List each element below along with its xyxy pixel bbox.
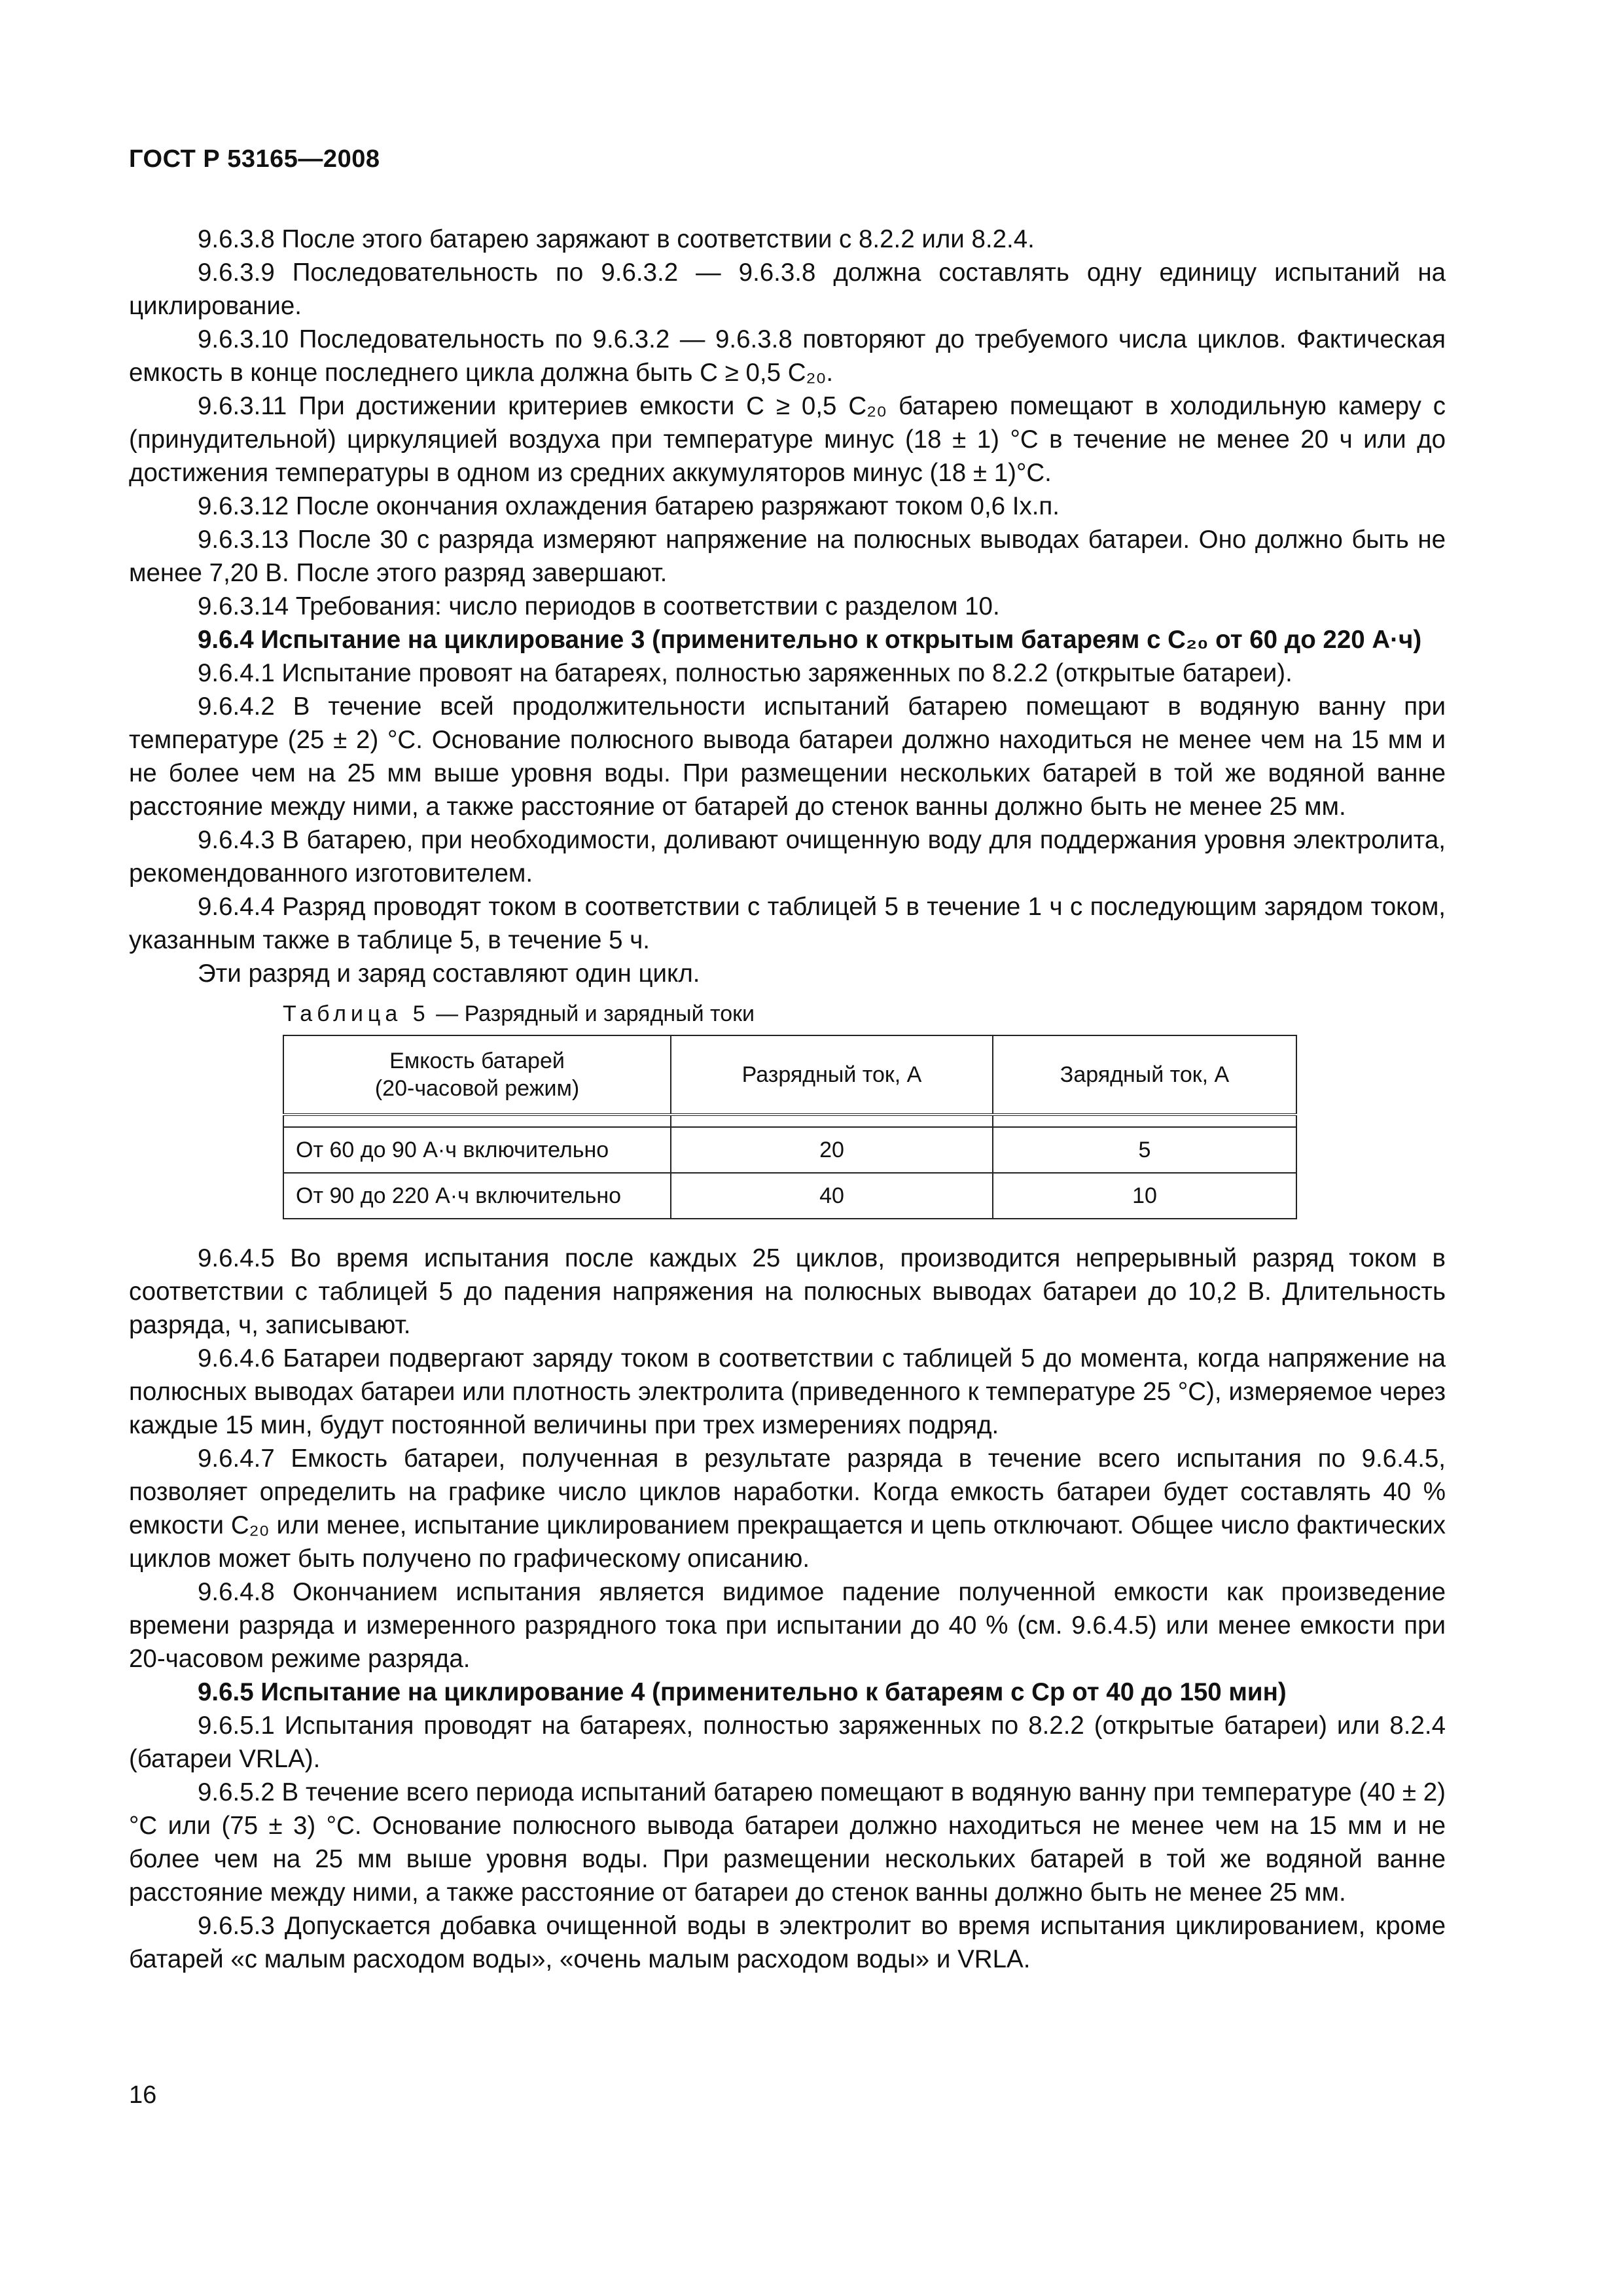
table-header-discharge: Разрядный ток, А xyxy=(671,1035,993,1115)
table-row xyxy=(283,1127,1296,1173)
paragraph-9-6-4-5: 9.6.4.5 Во время испытания после каждых 25 циклов, производится непрерывный разряд током в соответствии с таблицей 5 до падения напряжения на полюсных выводах батареи до 10,2 В. Длительность разряда, ч, записывают. xyxy=(129,1244,1446,1339)
table-header-capacity-line2: (20-часовой режим) xyxy=(374,1076,580,1101)
paragraph-9-6-3-8: 9.6.3.8 После этого батарею заряжают в соответствии с 8.2.2 или 8.2.4. xyxy=(198,225,1035,253)
paragraph-9-6-3-14: 9.6.3.14 Требования: число периодов в соответствии с разделом 10. xyxy=(198,592,1000,620)
table-cell-discharge: 40 xyxy=(671,1173,993,1219)
table-header-capacity xyxy=(283,1035,671,1115)
table-cell-discharge: 20 xyxy=(671,1127,993,1173)
table-header-charge: Зарядный ток, А xyxy=(993,1035,1296,1115)
section-heading-9-6-4: 9.6.4 Испытание на циклирование 3 (применительно к открытым батареям с C₂₀ от 60 до 220 А·ч) xyxy=(198,626,1422,654)
paragraph-9-6-4-1: 9.6.4.1 Испытание провоят на батареях, полностью заряженных по 8.2.2 (открытые батареи). xyxy=(198,659,1293,687)
table-header-row xyxy=(283,1035,1296,1115)
table-separator-row xyxy=(283,1115,1296,1127)
paragraph-9-6-5-3: 9.6.5.3 Допускается добавка очищенной воды в электролит во время испытания циклированием, кроме батарей «с малым расходом воды», «очень малым расходом воды» и VRLA. xyxy=(129,1912,1446,1973)
table-cell-charge: 10 xyxy=(993,1173,1296,1219)
paragraph-9-6-3-13: 9.6.3.13 После 30 с разряда измеряют напряжение на полюсных выводах батареи. Оно должно быть не менее 7,20 В. После этого разряд завершают. xyxy=(129,526,1446,587)
table-separator-cell xyxy=(283,1115,671,1127)
table-separator-cell xyxy=(993,1115,1296,1127)
table-cell-capacity: От 60 до 90 А·ч включительно xyxy=(283,1127,671,1173)
paragraph-9-6-5-2: 9.6.5.2 В течение всего периода испытаний батарею помещают в водяную ванну при температуре (40 ± 2) °С или (75 ± 3) °С. Основание полюсного вывода батареи должно находиться не менее чем на 15 мм и не более чем на 25 мм выше уровня воды. При размещении нескольких батарей в той же водяной ванне расстояние между ними, а также расстояние от батареи до стенок ванны должно быть не менее 25 мм. xyxy=(129,1778,1446,1907)
paragraph-9-6-4-4: 9.6.4.4 Разряд проводят током в соответствии с таблицей 5 в течение 1 ч с последующим зарядом током, указанным также в таблице 5, в течение 5 ч. xyxy=(129,893,1446,954)
paragraph-9-6-3-12: 9.6.3.12 После окончания охлаждения батарею разряжают током 0,6 Iх.п. xyxy=(198,492,1060,520)
page-number: 16 xyxy=(129,2081,157,2109)
paragraph-9-6-4-8: 9.6.4.8 Окончанием испытания является видимое падение полученной емкости как произведение времени разряда и измеренного разрядного тока при испытании до 40 % (см. 9.6.4.5) или менее емкости при 20-часовом режиме разряда. xyxy=(129,1578,1446,1673)
paragraph-9-6-4-3: 9.6.4.3 В батарею, при необходимости, доливают очищенную воду для поддержания уровня электролита, рекомендованного изготовителем. xyxy=(129,826,1446,888)
document-header: ГОСТ Р 53165—2008 xyxy=(129,145,380,173)
paragraph-9-6-3-11: 9.6.3.11 При достижении критериев емкости C ≥ 0,5 C₂₀ батарею помещают в холодильную камеру с (принудительной) циркуляцией воздуха при температуре минус (18 ± 1) °С в течение не менее 20 ч или до достижения температуры в одном из средних аккумуляторов минус (18 ± 1)°С. xyxy=(129,392,1446,487)
table-5 xyxy=(283,1035,1297,1219)
table-cell-charge: 5 xyxy=(993,1127,1296,1173)
paragraph-9-6-4-6: 9.6.4.6 Батареи подвергают заряду током в соответствии с таблицей 5 до момента, когда напряжение на полюсных выводах батареи или плотность электролита (приведенного к температуре 25 °С), измеряемое через каждые 15 мин, будут постоянной величины при трех измерениях подряд. xyxy=(129,1344,1446,1439)
table-caption-label: Таблица 5 xyxy=(283,1001,430,1026)
table-row xyxy=(283,1173,1296,1219)
document-body xyxy=(129,223,1446,1976)
table-caption xyxy=(283,999,1446,1028)
paragraph-9-6-5-1: 9.6.5.1 Испытания проводят на батареях, полностью заряженных по 8.2.2 (открытые батареи) или 8.2.4 (батареи VRLA). xyxy=(129,1712,1446,1773)
section-heading-9-6-5: 9.6.5 Испытание на циклирование 4 (применительно к батареям с Cp от 40 до 150 мин) xyxy=(198,1678,1287,1706)
table-cell-capacity: От 90 до 220 А·ч включительно xyxy=(283,1173,671,1219)
table-header-capacity-line1: Емкость батарей xyxy=(389,1049,565,1073)
table-separator-cell xyxy=(671,1115,993,1127)
paragraph-cycle-note: Эти разряд и заряд составляют один цикл. xyxy=(198,960,700,988)
paragraph-9-6-4-2: 9.6.4.2 В течение всей продолжительности испытаний батарею помещают в водяную ванну при температуре (25 ± 2) °С. Основание полюсного вывода батареи должно находиться не менее чем на 15 мм и не более чем на 25 мм выше уровня воды. При размещении нескольких батарей в той же водяной ванне расстояние между ними, а также расстояние от батарей до стенок ванны должно быть не менее 25 мм. xyxy=(129,692,1446,821)
paragraph-9-6-3-10: 9.6.3.10 Последовательность по 9.6.3.2 — 9.6.3.8 повторяют до требуемого числа циклов. Фактическая емкость в конце последнего цикла должна быть C ≥ 0,5 C₂₀. xyxy=(129,325,1446,387)
table-caption-text: — Разрядный и зарядный токи xyxy=(429,1001,755,1026)
paragraph-9-6-4-7: 9.6.4.7 Емкость батареи, полученная в результате разряда в течение всего испытания по 9.6.4.5, позволяет определить на графике число циклов наработки. Когда емкость батареи будет составлять 40 % емкости C₂₀ или менее, испытание циклированием прекращается и цепь отключают. Общее число фактических циклов может быть получено по графическому описанию. xyxy=(129,1444,1446,1573)
paragraph-9-6-3-9: 9.6.3.9 Последовательность по 9.6.3.2 — 9.6.3.8 должна составлять одну единицу испытаний на циклирование. xyxy=(129,259,1446,320)
